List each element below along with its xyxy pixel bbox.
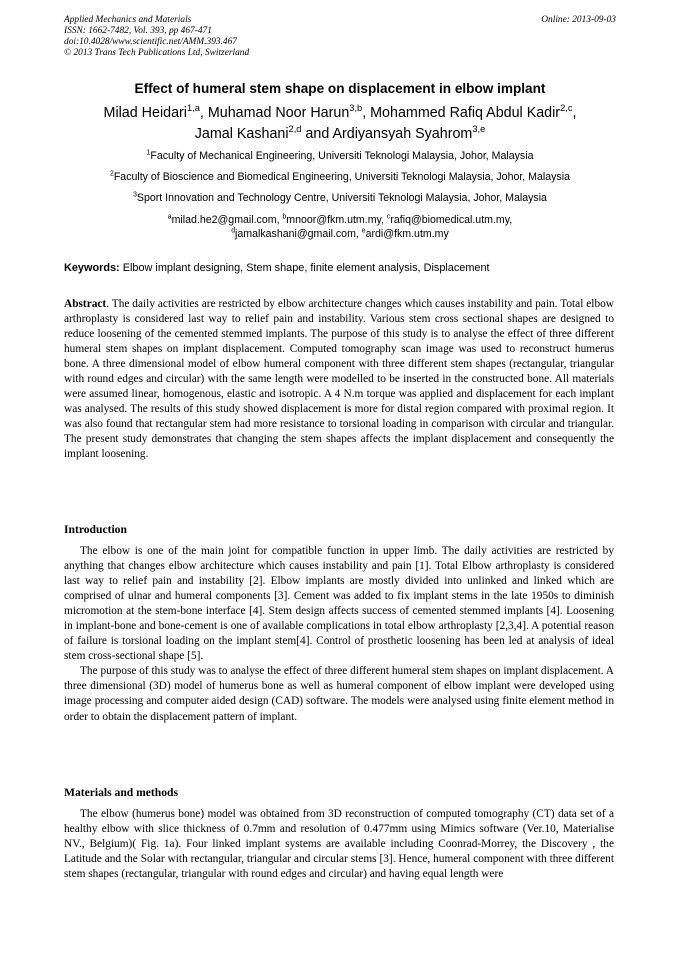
author-name: Ardiyansyah Syahrom: [332, 126, 473, 142]
affiliation-3: [50, 192, 630, 205]
copyright-line: © 2013 Trans Tech Publications Ltd, Switzerland: [64, 48, 250, 58]
affiliation-sup: 1: [146, 149, 151, 157]
issn-line: ISSN: 1662-7482, Vol. 393, pp 467-471: [64, 26, 212, 36]
affiliation-1: [50, 150, 630, 163]
author-affil-sup: 2,d: [288, 124, 302, 135]
methods-heading: Materials and methods: [64, 786, 179, 799]
affiliation-text: Faculty of Mechanical Engineering, Universiti Teknologi Malaysia, Johor, Malaysia: [150, 150, 534, 162]
email-sup: b: [282, 213, 287, 221]
keywords-label: Keywords:: [64, 262, 120, 274]
author-emails: $^a$milad.he2@gmail.com, $^b$mnoor@fkm.utm.my, $^c$rafiq@biomedical.utm.my, $^d$jamalkashani@gmail.com, $^e$ardi@fkm.utm.my: [167, 213, 513, 240]
email-sup: e: [361, 227, 366, 235]
email-sup: c: [386, 213, 391, 221]
keywords: [64, 262, 624, 274]
introduction-body: [64, 544, 614, 725]
author-separator: ,: [199, 105, 208, 121]
email-address: milad.he2@gmail.com: [171, 214, 277, 226]
journal-name: Applied Mechanics and Materials: [64, 15, 192, 25]
affiliation-sup: 3: [133, 191, 137, 199]
affiliation-2: [50, 171, 630, 184]
paragraph: The elbow is one of the main joint for compatible function in upper limb. The daily activities are restricted by anything that changes elbow architecture which causes instability and pain [1]. Total Elbow arthroplasty is considered last way to relief pain and instability [2]. Elbow implants are mostly divided into unlinked and linked which are comprised of ulnar and humeral components [3]. Cement was added to fix implant stems in the late 1950s to diminish micromotion at the stem-bone interface [4]. Stem design affects success of cemented stemmed implants [4]. Loosening in implant-bone and bone-cement is one of available complications in total elbow arthroplasty [2,3,4]. A potential reason of failure is torsional loading on the implant stem[4]. Control of prosthetic loosening has been led at analysis of ideal stem cross-sectional shape [5].: [64, 545, 614, 663]
email-sup: a: [167, 213, 172, 221]
email-address: jamalkashani@gmail.com: [235, 228, 356, 240]
affiliation-text: Faculty of Bioscience and Biomedical Engineering, Universiti Teknologi Malaysia, Johor, Malaysia: [113, 171, 570, 183]
online-date: Online: 2013-09-03: [541, 15, 616, 25]
author-list: [64, 103, 616, 145]
author-affil-sup: 2,c: [560, 103, 573, 114]
author-separator: ,: [572, 105, 577, 121]
affiliation-text: Sport Innovation and Technology Centre, Universiti Teknologi Malaysia, Johor, Malaysia: [136, 192, 547, 204]
email-sup: d: [231, 227, 236, 235]
paragraph: The elbow (humerus bone) model was obtained from 3D reconstruction of computed tomography (CT) data set of a healthy elbow with slice thickness of 0.7mm and resolution of 0.477mm using Mimics software (Ver.10, Materialise NV., Belgium)( Fig. 1a). Four linked implant systems are available including Coonrad-Morrey, the Discovery , the Latitude and the Solar with rectangular, triangular and circular stems [3]. Hence, humeral component with three different stem shapes (rectangular, triangular with round edges and circular) and having equal length were: [64, 808, 614, 881]
author-separator: ,: [362, 105, 371, 121]
abstract-label: Abstract: [64, 298, 107, 310]
author-name: Milad Heidari: [103, 105, 187, 121]
abstract-text: . The daily activities are restricted by elbow architecture changes which causes instability and pain. Total elbow arthroplasty is considered last way to relief pain and instability. Various stem cross sectional shapes are designed to reduce loosening of the cemented stemmed implants. The purpose of this study is to analyse the effect of three different humeral stem shapes on implant displacement. Computed tomography scan image was used to reconstruct humerus bone. A three dimensional model of elbow humeral component with three different stem shapes (rectangular, triangular with round edges and circular) with the same length were modelled to be inserted in the constructed bone. All materials were assumed linear, homogenous, elastic and isotropic. A 4 N.m torque was applied and displacement for each implant was analysed. The results of this study showed displacement is more for distal region compared with proximal region. It was also found that rectangular stem had more resistance to torsional loading in comparison with circular and triangular. The present study demonstrates that changing the stem shapes affects the implant displacement and consequently the implant loosening.: [64, 298, 614, 461]
journal-header: [64, 15, 616, 59]
affiliation-sup: 2: [110, 170, 114, 178]
author-name: Jamal Kashani: [194, 126, 289, 142]
paragraph: The purpose of this study was to analyse the effect of three different humeral stem shapes on implant displacement. A three dimensional (3D) model of humerus bone as well as humeral component of elbow implant were developed using image processing and computer aided design (CAD) software. The models were analysed using finite element method in order to obtain the displacement pattern of implant.: [64, 665, 614, 723]
author-name: Muhamad Noor Harun: [207, 105, 350, 121]
author-affil-sup: 3,e: [472, 124, 486, 135]
author-affil-sup: 3,b: [349, 103, 363, 114]
author-affil-sup: 1,a: [186, 103, 200, 114]
author-separator: and: [301, 126, 333, 142]
abstract: [64, 297, 614, 463]
author-name: Mohammed Rafiq Abdul Kadir: [370, 105, 561, 121]
email-address: ardi@fkm.utm.my: [365, 228, 449, 240]
email-address: rafiq@biomedical.utm.my: [390, 214, 510, 226]
email-address: mnoor@fkm.utm.my: [286, 214, 382, 226]
doi-line: doi:10.4028/www.scientific.net/AMM.393.467: [64, 37, 237, 47]
methods-body: [64, 807, 614, 882]
keywords-text: Elbow implant designing, Stem shape, finite element analysis, Displacement: [122, 262, 490, 274]
paper-title: Effect of humeral stem shape on displacement in elbow implant: [134, 81, 546, 96]
introduction-heading: Introduction: [64, 523, 127, 536]
